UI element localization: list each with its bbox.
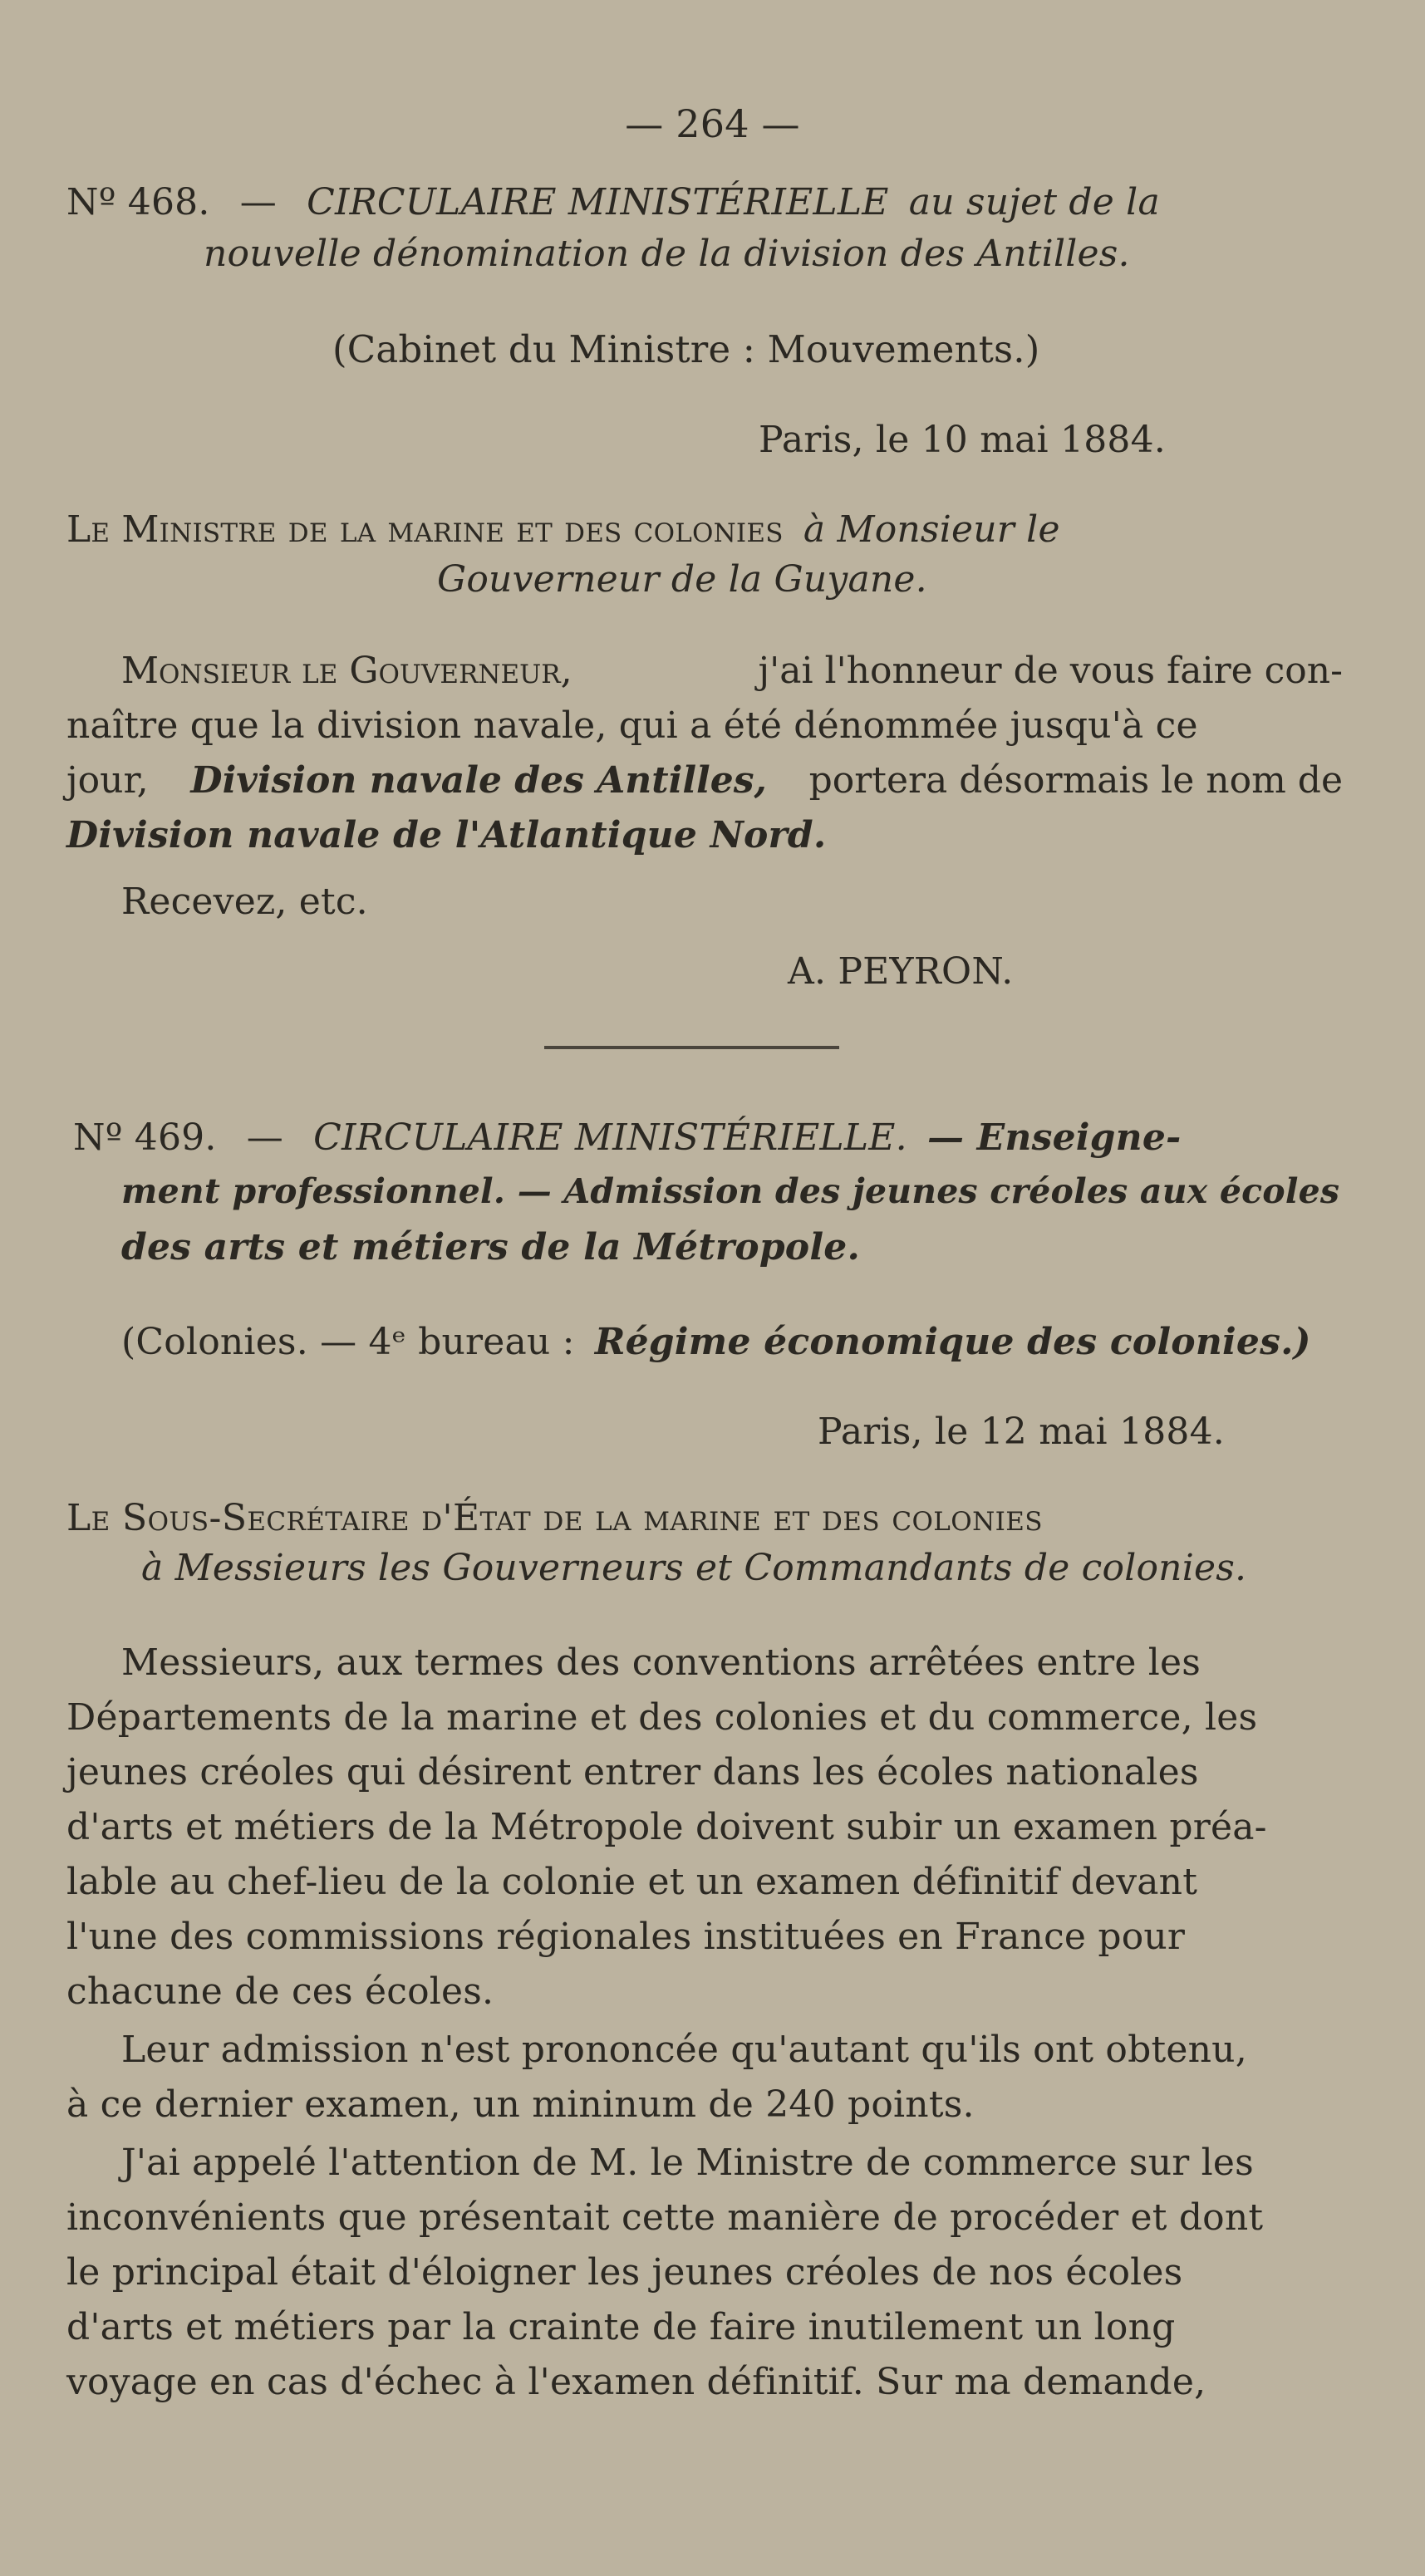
page-number: — 264 — bbox=[625, 101, 800, 146]
paragraph-1-line: jeunes créoles qui désirent entrer dans les écoles nationales bbox=[66, 1751, 1199, 1793]
old-division-name: Division navale des Antilles, bbox=[190, 759, 767, 802]
paragraph-3-line: J'ai appelé l'attention de M. le Ministre de commerce sur les bbox=[121, 2142, 1254, 2184]
circular-468-heading bbox=[66, 181, 1160, 223]
new-division-name: Division navale de l'Atlantique Nord. bbox=[66, 814, 827, 856]
paragraph-3-line: inconvénients que présentait cette manière de procéder et dont bbox=[66, 2196, 1264, 2239]
circular-469-number: Nº 469. bbox=[73, 1116, 217, 1159]
heading-dash: — bbox=[239, 181, 277, 223]
circular-468-subject: au sujet de la bbox=[908, 181, 1160, 223]
circular-469-date: Paris, le 12 mai 1884. bbox=[818, 1411, 1225, 1453]
circular-468-subject-cont: nouvelle dénomination de la division des Antilles. bbox=[204, 233, 1130, 275]
office-bureau: (Colonies. — 4ᵉ bureau : bbox=[121, 1321, 575, 1363]
closing-formula: Recevez, etc. bbox=[121, 881, 368, 923]
paragraph-1-line: l'une des commissions régionales instituées en France pour bbox=[66, 1916, 1186, 1958]
addr-recipient: à Monsieur le bbox=[803, 508, 1060, 551]
circular-469-subject-cont: ment professionnel. — Admission des jeunes créoles aux écoles bbox=[121, 1171, 1340, 1211]
circular-468-address bbox=[66, 508, 1060, 551]
circular-468-date: Paris, le 10 mai 1884. bbox=[759, 419, 1166, 461]
office-department: Régime économique des colonies.) bbox=[594, 1321, 1311, 1363]
section-divider bbox=[544, 1046, 839, 1049]
body-text: jour, bbox=[66, 759, 149, 802]
circular-469-office bbox=[121, 1321, 1311, 1363]
body-468-line-2: naître que la division navale, qui a été dénommée jusqu'à ce bbox=[66, 704, 1198, 747]
paragraph-3-line: le principal était d'éloigner les jeunes créoles de nos écoles bbox=[66, 2251, 1183, 2294]
circular-468-office: (Cabinet du Ministre : Mouvements.) bbox=[332, 327, 1040, 371]
circular-468-title: CIRCULAIRE MINISTÉRIELLE bbox=[307, 181, 889, 223]
signature: A. PEYRON. bbox=[788, 950, 1014, 993]
addr-recipient-469: à Messieurs les Gouverneurs et Commandants de colonies. bbox=[141, 1547, 1247, 1589]
circular-469-address: Le Sous-Secrétaire d'État de la marine et des colonies bbox=[66, 1497, 1043, 1539]
body-text: j'ai l'honneur de vous faire con- bbox=[758, 650, 1343, 692]
addr-sender: Le Ministre de la marine et des colonies bbox=[66, 508, 784, 551]
circular-469-subject: — Enseigne- bbox=[926, 1116, 1182, 1159]
paragraph-3-line: voyage en cas d'échec à l'examen définitif. Sur ma demande, bbox=[66, 2361, 1206, 2403]
circular-468-number: Nº 468. bbox=[66, 181, 210, 223]
circular-469-heading bbox=[73, 1116, 1182, 1159]
paragraph-2-line: à ce dernier examen, un mininum de 240 points. bbox=[66, 2083, 975, 2126]
body-468-line-3 bbox=[66, 759, 1343, 802]
body-text: portera désormais le nom de bbox=[808, 759, 1343, 802]
heading-dash: — bbox=[246, 1116, 283, 1159]
paragraph-1-line: d'arts et métiers de la Métropole doivent subir un examen préa- bbox=[66, 1806, 1267, 1848]
body-468-line-1 bbox=[121, 650, 1343, 692]
salutation: Monsieur le Gouverneur, bbox=[121, 650, 572, 692]
paragraph-2-line: Leur admission n'est prononcée qu'autant qu'ils ont obtenu, bbox=[121, 2029, 1247, 2071]
circular-469-title: CIRCULAIRE MINISTÉRIELLE. bbox=[313, 1116, 907, 1159]
paragraph-1-line: lable au chef-lieu de la colonie et un examen définitif devant bbox=[66, 1861, 1198, 1903]
addr-recipient-cont: Gouverneur de la Guyane. bbox=[437, 558, 927, 601]
circular-469-subject-end: des arts et métiers de la Métropole. bbox=[121, 1226, 860, 1268]
paragraph-1-line: Départements de la marine et des colonies et du commerce, les bbox=[66, 1696, 1258, 1739]
paragraph-1-line: chacune de ces écoles. bbox=[66, 1970, 494, 2013]
paragraph-1-line: Messieurs, aux termes des conventions arrêtées entre les bbox=[121, 1641, 1201, 1684]
paragraph-3-line: d'arts et métiers par la crainte de faire inutilement un long bbox=[66, 2306, 1176, 2348]
